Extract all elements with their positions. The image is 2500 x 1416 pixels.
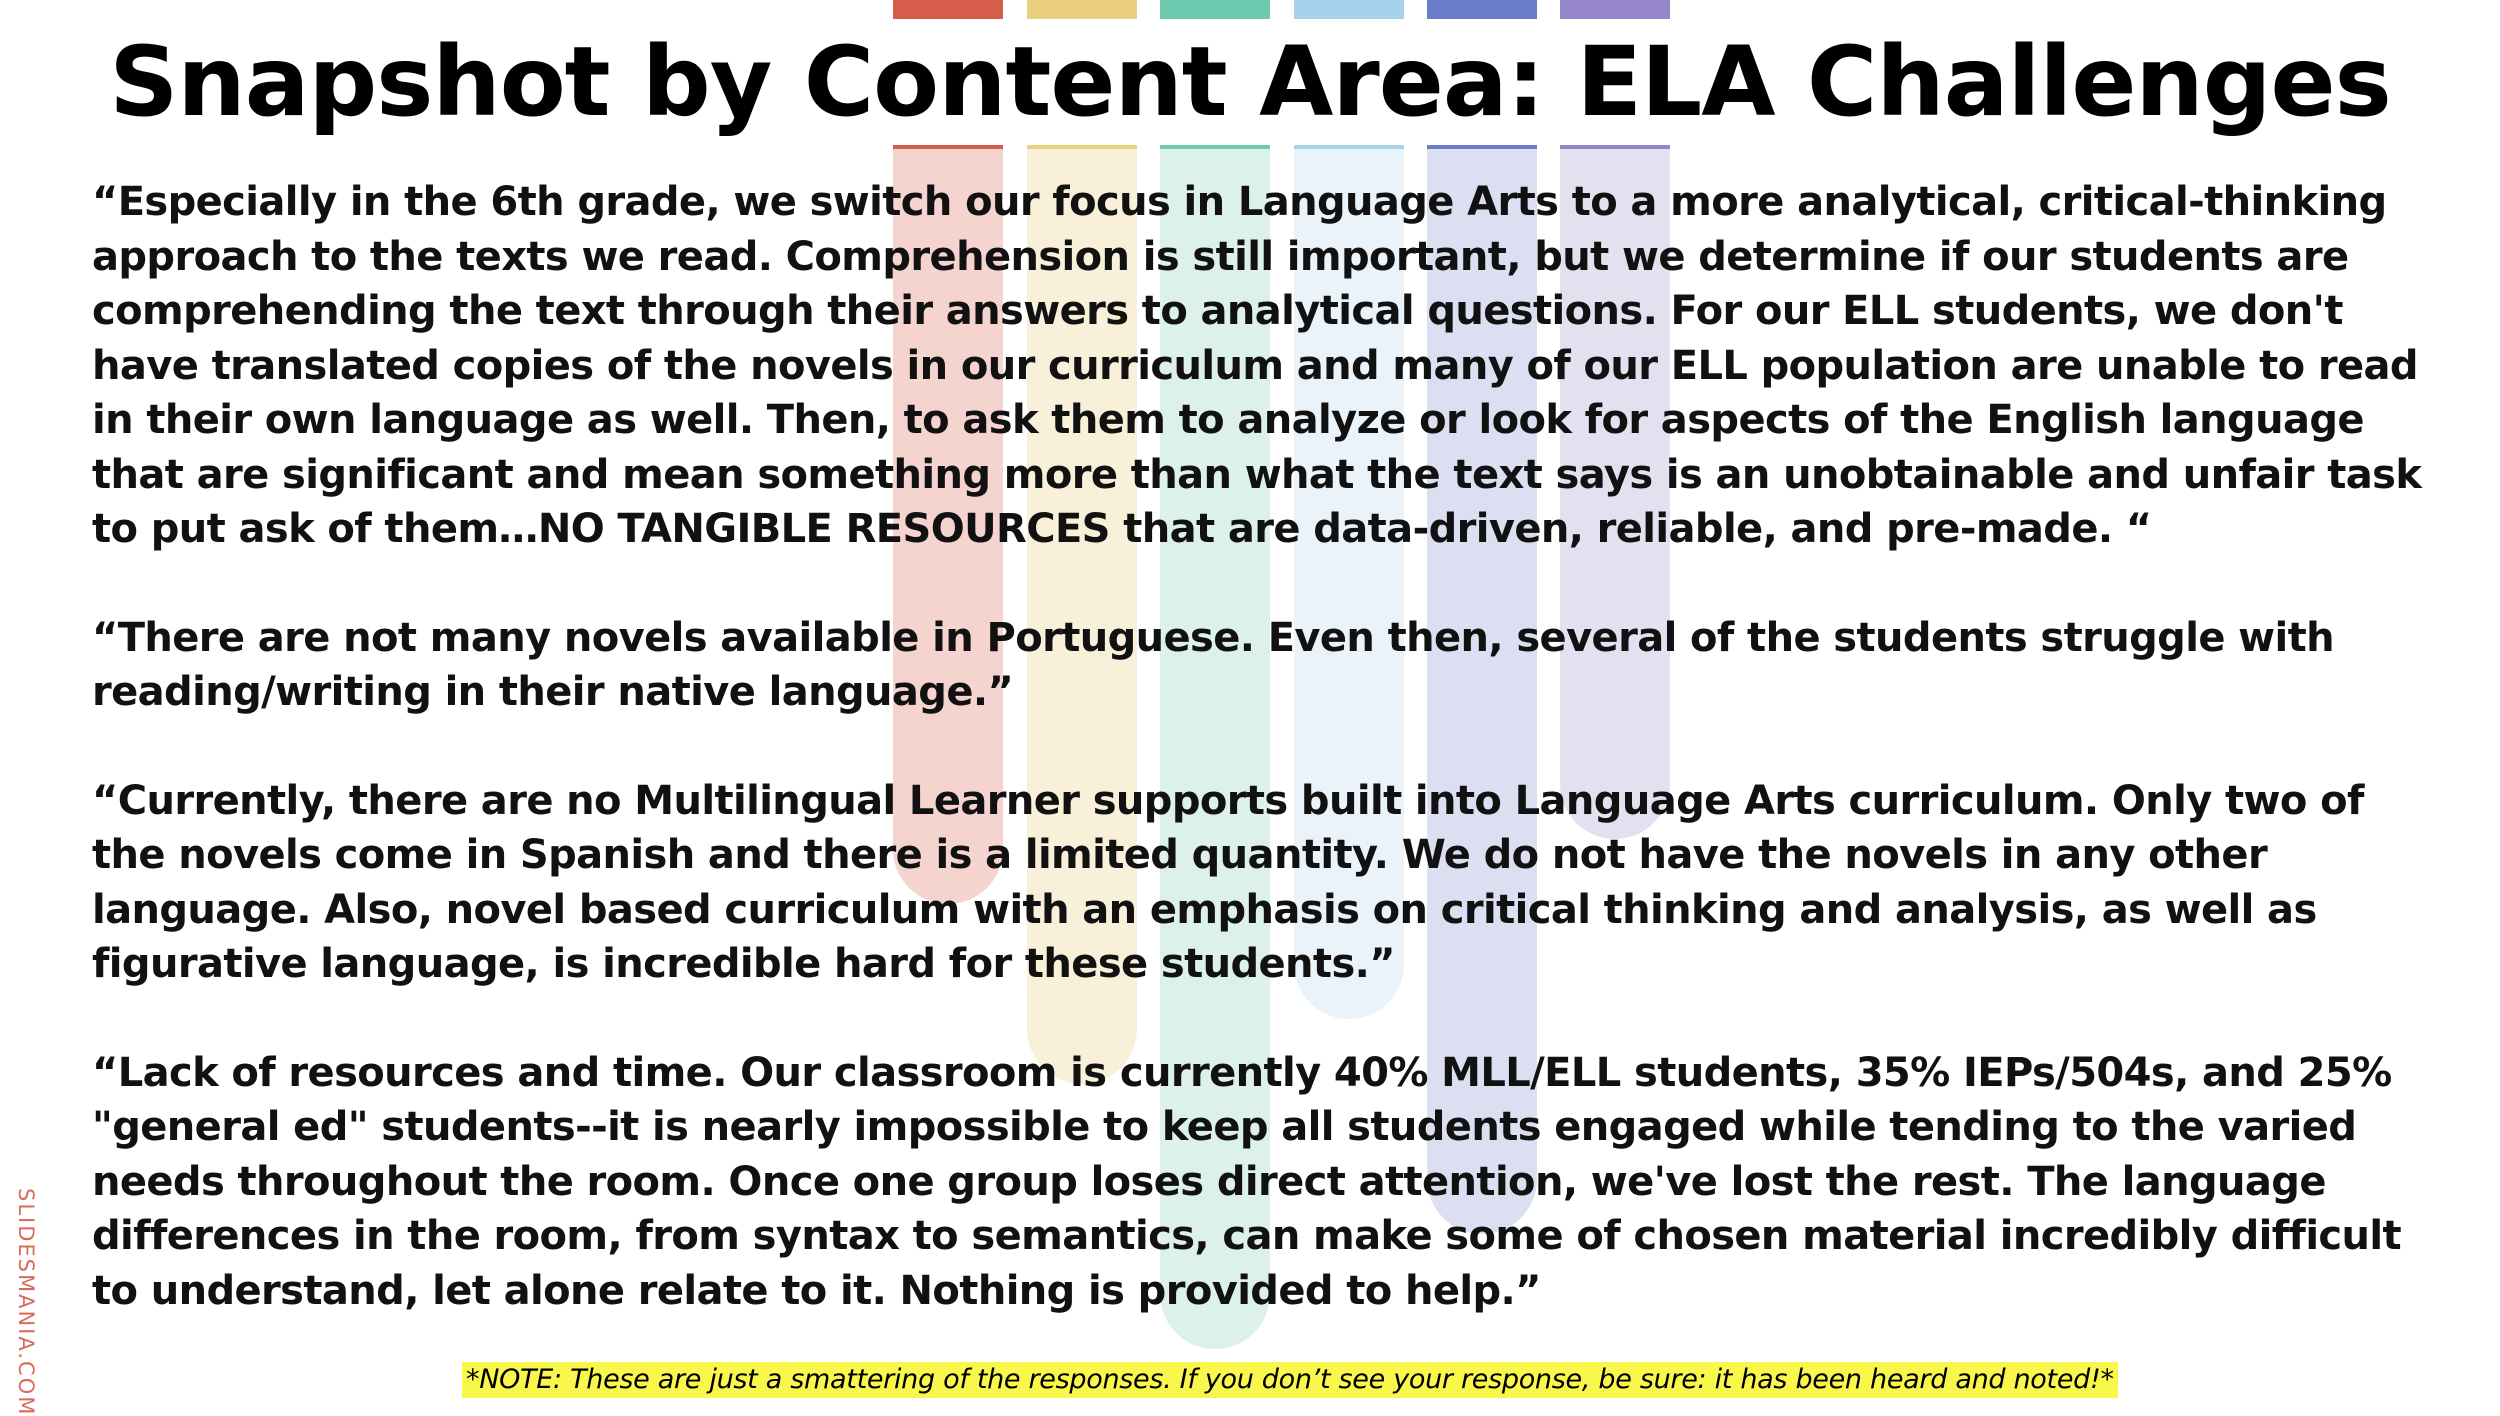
pillar-cap-lightblue [1294,0,1404,19]
quote-1: “Especially in the 6th grade, we switch our focus in Language Arts to a more analytical, critical-thinking approach to the texts we read. Comprehension is still important, but we determine if our students are comprehending the text through their answers to analytical questions. For our ELL students, we don't have translated copies of the novels in our curriculum and many of our ELL population are unable to read in their own language as well. Then, to ask them to analyze or look for aspects of the English language that are significant and mean something more than what the text says is an unobtainable and unfair task to put ask of them…NO TANGIBLE RESOURCES that are data-driven, reliable, and pre-made. “ [92,179,2422,552]
quote-3: “Currently, there are no Multilingual Learner supports built into Language Arts curriculum. Only two of the novels come in Spanish and there is a limited quantity. We do not have the novels in any other language. Also, novel based curriculum with an emphasis on critical thinking and analysis, as well as figurative language, is incredible hard for these students.” [92,777,2364,987]
highlighted-note: *NOTE: These are just a smattering of the responses. If you don’t see your response, be sure: it has been heard and noted!* [462,1362,2118,1398]
quotes-container [92,175,2422,1372]
slide-title: Snapshot by Content Area: ELA Challenges [109,26,2391,138]
pillar-cap-red [893,0,1003,19]
quote-4: “Lack of resources and time. Our classroom is currently 40% MLL/ELL students, 35% IEPs/504s, and 25% "general ed" students--it is nearly impossible to keep all students engaged while tending to the varied needs throughout the room. Once one group loses direct attention, we've lost the rest. The language differences in the room, from syntax to semantics, can make some of chosen material incredibly difficult to understand, let alone relate to it. Nothing is provided to help.” [92,1049,2402,1314]
quote-2: “There are not many novels available in Portuguese. Even then, several of the students struggle with reading/writing in their native language.” [92,614,2335,715]
pillar-cap-blue [1427,0,1537,19]
pillar-cap-teal [1160,0,1270,19]
slidesmania-watermark: SLIDESMANIA.COM [14,1188,38,1416]
pillar-cap-purple [1560,0,1670,19]
pillar-cap-yellow [1027,0,1137,19]
